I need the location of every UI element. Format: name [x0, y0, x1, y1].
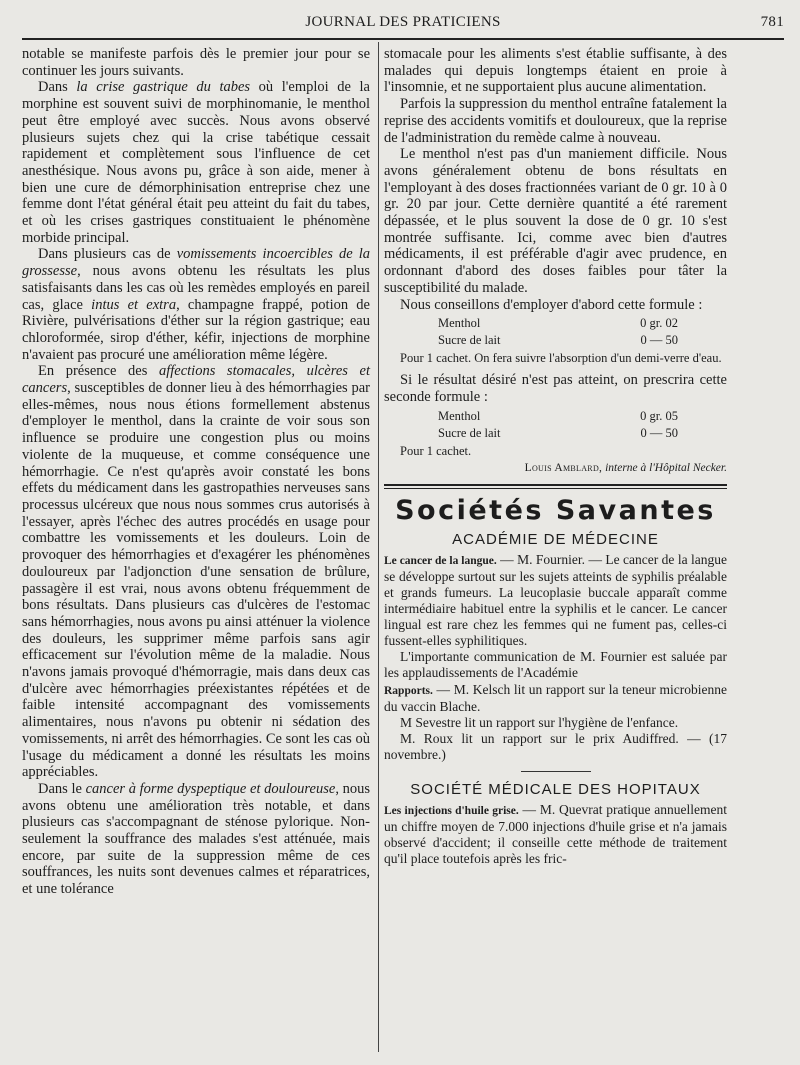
paragraph-cancer: Dans le cancer à forme dyspeptique et douloureuse, nous avons obtenu une amélioration très notable, et dans plusieurs cas s'accompagnant de sténose pylorique. Non-seulement la souffrance des malades s'est atténuée, mais encore, par suite de la suppression même de ces souffrances, les nuits sont devenues calmes et réparatrices, et une tolérance — [22, 780, 370, 898]
page-header — [22, 14, 784, 38]
paragraph-tabes: Dans la crise gastrique du tabes où l'emploi de la morphine est souvent suivi de morphinomanie, le menthol peut être employé avec succès. Nous avons observé plusieurs sujets chez qui la crise tabétique cessait rapidement et complètement sous l'influence de cet anesthésique. Nous avons pu, grâce à son aide, mener à bien une cure de démorphinisation entreprise chez une femme dont l'état général était peu atteint du fait du tabes, et où les crises gastriques constituaient le phénomène morbide principal. — [22, 79, 370, 246]
report-item: Les injections d'huile grise. — M. Quevrat pratique annuellement un chiffre moyen de 7.000 injections d'huile grise et n'a jamais observé d'accident; il conseille cette méthode de traitement qu'il place toutefois après les fric- — [384, 801, 728, 866]
formula-row: Menthol 0 gr. 05 — [438, 408, 678, 423]
paragraph-ulceres: En présence des affections stomacales, ulcères et cancers, susceptibles de donner lieu à des hémorrhagies par elles-mêmes, nous nous étions formellement abstenus d'employer le menthol, dans la crainte de voir sous son influence se produire une congestion plus ou moins violente de la muqueuse, et comme conséquence une hémorrhagie. Ce n'est qu'après avoir constaté les bons effets du médicament dans les gastropathies nerveuses sans processus ulcéreux que nous nous sommes crus autorisés à l'essayer, après l'échec des autres procédés en usage pour combattre les vomissements et les douleurs. Loin de provoquer des hémorrhagies et d'exagérer les phénomènes douloureux par l'adjonction d'une sensation de brûlure, passagère il est vrai, nous avons obtenu fréquemment de bons résultats. Dans plusieurs cas d'ulcères de l'estomac sans hémorrhagies, nous avons pu ainsi atténuer la violence des douleurs, les supprimer même parfois sans agir efficacement sur l'évolution même de la maladie. Nous n'avons jamais provoqué d'hémorragie, mais dans deux cas d'ulcère avec hémorrhagies préexistantes répétées et de faible intensité accompagnant des vomissements alimentaires, nous n'avons pu obtenir ni sédation des vomissements, ni arrêt des hémorrhagies. Ce sont les cas où l'usage du médicament a donné les résultats les moins appréciables. — [22, 363, 370, 781]
left-column — [22, 46, 370, 898]
formula-1 — [438, 315, 727, 349]
report-item: M Sevestre lit un rapport sur l'hygiène de l'enfance. — [400, 714, 679, 730]
header-rule — [22, 38, 784, 40]
journal-title: JOURNAL DES PRATICIENS — [305, 14, 501, 30]
paragraph: stomacale pour les aliments s'est établie suffisante, à des malades qui depuis longtemps étaient en proie à l'insomnie, et ne supportaient plus aucune alimentation. — [384, 46, 727, 96]
section-title: Sociétés Savantes — [395, 495, 716, 527]
paragraph: notable se manifeste parfois dès le premier jour pour se continuer les jours suivants. — [22, 46, 370, 79]
report-item: Le cancer de la langue. — M. Fournier. — Le cancer de la langue se développe surtout sur les sujets atteints de syphilis préalable et grands fumeurs. La leucoplasie buccale apparaît comme intermédiaire habituel entre la syphilis et le cancer. Le cancer lingual est rare chez les femmes qui ne fument pas, celles-ci fussent-elles syphilitiques. — [384, 551, 728, 649]
academie-report — [384, 552, 727, 763]
divider — [521, 771, 591, 772]
formula-2 — [438, 408, 727, 442]
formula-row: Menthol 0 gr. 02 — [438, 316, 678, 331]
paragraph: Le menthol n'est pas d'un maniement difficile. Nous avons généralement obtenu de bons résultats en l'employant à des doses fractionnées variant de 0 gr. 10 à 0 gr. 20 par jour. Cette dernière quantité a été rarement dépassée, et le plus souvent la dose de 0 gr. 10 s'est montrée suffisante. Ici, comme avec bien d'autres médicaments, il est préférable d'agir avec prudence, en ordonnant d'abord des doses faibles pour tâter la susceptibilité du malade. — [384, 146, 727, 296]
report-item: M. Roux lit un rapport sur le prix Audiffred. — (17 novembre.) — [384, 730, 727, 762]
paragraph: Si le résultat désiré n'est pas atteint, on prescrira cette seconde formule : — [384, 372, 727, 405]
paragraph: Nous conseillons d'employer d'abord cette formule : — [400, 296, 703, 313]
paragraph-grossesse: Dans plusieurs cas de vomissements incoercibles de la grossesse, nous avons obtenu les résultats les plus satisfaisants dans les cas où les remèdes employés en pareil cas, glace intus et extra, champagne frappé, potion de Rivière, pulvérisations d'éther sur la région gastrique; eau chloroformée, sirop d'éther, kéfir, injections de morphine n'avaient pas procuré une amélioration même légère. — [22, 246, 371, 363]
paragraph: Parfois la suppression du menthol entraîne fatalement la reprise des accidents vomitifs et douloureux, que la reprise de l'administration du remède calme à nouveau. — [384, 96, 727, 146]
right-column — [384, 46, 727, 867]
formula-note: Pour 1 cachet. — [400, 443, 472, 458]
societe-medicale-title: SOCIÉTÉ MÉDICALE DES HOPITAUX — [410, 780, 701, 798]
report-item: L'importante communication de M. Fournier est saluée par les applaudissements de l'Académie — [384, 649, 727, 681]
section-rule — [384, 484, 727, 486]
author-signature: Louis Amblard, interne à l'Hôpital Necker. — [524, 461, 727, 474]
page-number: 781 — [760, 14, 784, 30]
report-item: Rapports. — M. Kelsch lit un rapport sur la teneur microbienne du vaccin Blache. — [384, 681, 727, 714]
section-rule-thin — [384, 488, 727, 489]
formula-row: Sucre de lait 0 — 50 — [438, 425, 678, 440]
academie-title: ACADÉMIE DE MÉDECINE — [452, 531, 659, 549]
societe-medicale-report — [384, 802, 727, 867]
column-divider — [378, 42, 379, 1052]
formula-note: Pour 1 cachet. On fera suivre l'absorption d'un demi-verre d'eau. — [400, 351, 722, 366]
formula-row: Sucre de lait 0 — 50 — [438, 333, 678, 348]
